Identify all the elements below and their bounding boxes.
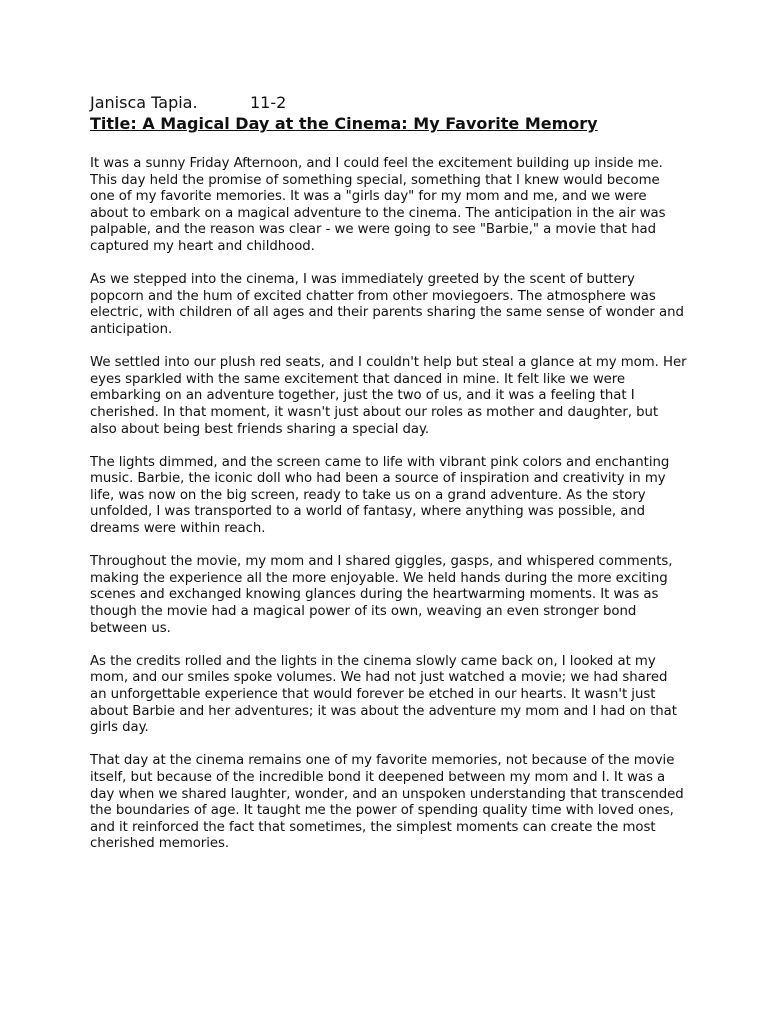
paragraph-4: The lights dimmed, and the screen came to life with vibrant pink colors and enchanting music. Barbie, the iconic doll who had been a source of inspiration and creativity in my life, was now on the big screen, ready to take us on a grand adventure. As the story unfolded, I was transported to a world of fantasy, where anything was possible, and dreams were within reach. (90, 454, 670, 537)
paragraph-2: As we stepped into the cinema, I was immediately greeted by the scent of buttery popcorn and the hum of excited chatter from other moviegoers. The atmosphere was electric, with children of all ages and their parents sharing the same sense of wonder and anticipation. (90, 272, 684, 337)
paragraph-6: As the credits rolled and the lights in the cinema slowly came back on, I looked at my mom, and our smiles spoke volumes. We had not just watched a movie; we had shared an unforgettable experience that would forever be etched in our hearts. It wasn't just about Barbie and her adventures; it was about the adventure my mom and I had on that girls day. (90, 653, 677, 736)
paragraph-5: Throughout the movie, my mom and I shared giggles, gasps, and whispered comments, making the experience all the more enjoyable. We held hands during the more exciting scenes and exchanged knowing glances during the heartwarming moments. It was as though the movie had a magical power of its own, weaving an even stronger bond between us. (90, 554, 673, 636)
essay-title: Title: A Magical Day at the Cinema: My Favorite Memory (90, 114, 598, 133)
document-content (90, 92, 688, 870)
essay-body (90, 156, 688, 853)
paragraph-1: It was a sunny Friday Afternoon, and I could feel the excitement building up inside me. This day held the promise of something special, something that I knew would become one of my favorite memories. It was a "girls day" for my mom and me, and we were about to embark on a magical adventure to the cinema. The anticipation in the air was palpable, and the reason was clear - we were going to see "Barbie," a movie that had captured my heart and childhood. (90, 156, 666, 254)
paragraph-7: That day at the cinema remains one of my favorite memories, not because of the movie itself, but because of the incredible bond it deepened between my mom and I. It was a day when we shared laughter, wonder, and an unspoken understanding that transcended the boundaries of age. It taught me the power of spending quality time with loved ones, and it reinforced the fact that sometimes, the simplest moments can create the most cherished memories. (90, 753, 684, 852)
author-line (90, 92, 688, 113)
class-label: 11-2 (250, 93, 287, 112)
paragraph-3: We settled into our plush red seats, and I couldn't help but steal a glance at my mom. Her eyes sparkled with the same excitement that danced in mine. It felt like we were embarking on an adventure together, just the two of us, and it was a feeling that I cherished. In that moment, it wasn't just about our roles as mother and daughter, but also about being best friends sharing a special day. (90, 355, 687, 437)
author-name: Janisca Tapia. (90, 93, 198, 112)
